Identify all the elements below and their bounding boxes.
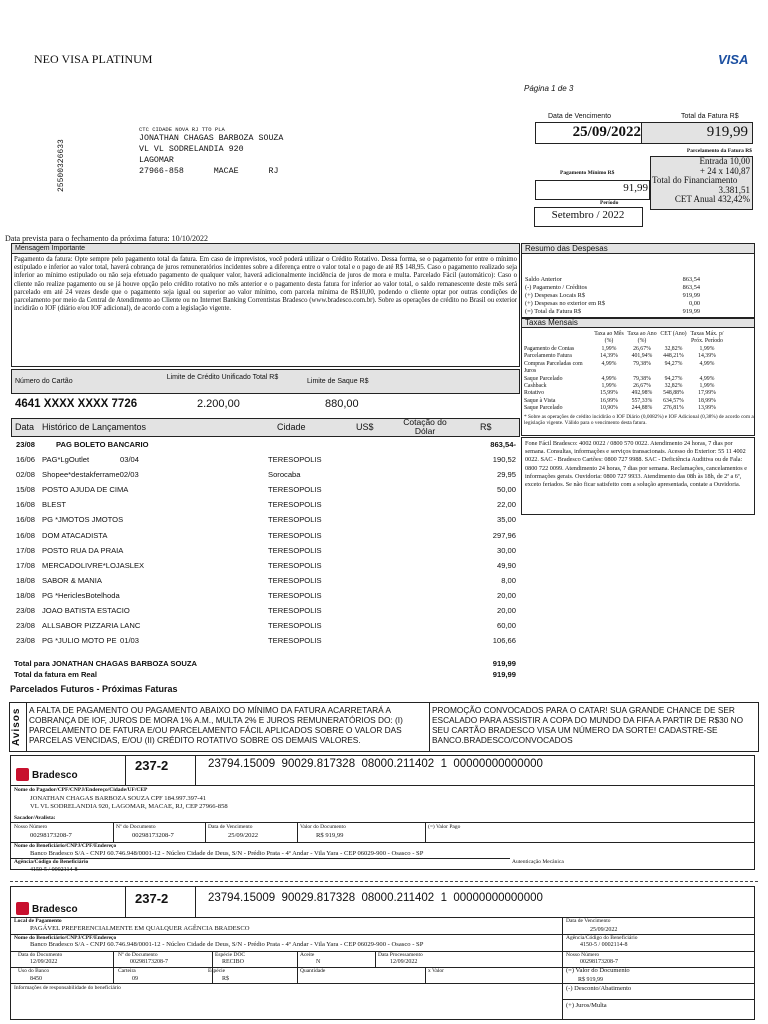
slip2-bank-code: 237-2 [135,891,169,906]
taxas-table: Taxa ao Mês (%) Taxa ao Ano (%) CET (Ano) Taxas Máx. p/ Próx. Período Pagamento de Contas 1,99% 26,67% 32,82% 1,99% Parcelamento Fatura 14,39% 401,94% 448,21% 14,39% Compras Parceladas com Juros 4,99% 79,38% 94,27% 4,99% Saque Parcelado 4,99% 79,38% 94,27% 4,99% Cashback 1,99% 26,67% 32,82% 1,99% Rotativo 15,99% 492,98% 548,88% 17,99% Saque à Vista 16,99% 557,33% 634,57% 18,99% Saque Parcelado 10,90% 244,88% 276,81% 13,99% * Sobre as operações de crédito incidirão o IOF Diário (0,0082%) e IOF Adicional (0,38%) de acordo com a legislação vigente. Válido para o vencimento desta fatura. [524,331,754,426]
transaction-value: 8,00 [501,575,516,585]
taxa-value: 16,99% [600,397,618,404]
slip2-cart: 09 [132,976,138,982]
transaction-date: 17/08 [16,560,36,570]
card-number-label: Número do Cartão [15,378,73,385]
total-value: 919,99 [706,124,748,140]
transaction-row [14,467,516,482]
slip2-uso: 8450 [30,976,42,982]
transaction-date: 23/08 [16,606,36,615]
transaction-row [14,603,516,618]
slip1-nd-label: Nº do Documento [116,824,156,830]
slip1-nn-label: Nosso Número [14,824,48,830]
transaction-value: 35,00 [496,515,516,525]
slip2-valor-label: x Valor [428,968,444,974]
slip2-local: PAGÁVEL PREFERENCIALMENTE EM QUALQUER AGÊNCIA BRADESCO [30,925,250,932]
transaction-value: 190,52 [492,455,516,464]
taxas-title: Taxas Mensais [525,318,578,327]
transaction-city: TERESOPOLIS [268,606,322,615]
slip1-dv-label: Data de Vencimento [208,824,253,830]
side-code: 25500326633 [57,139,66,192]
th-brl: R$ [480,422,492,432]
address-street: VL VL SODRELANDIA 920 [139,145,244,154]
transaction-value: 20,00 [496,606,516,615]
transaction-row [14,543,516,558]
transaction-date: 15/08 [16,485,36,495]
slip2-esp-label: Espécie DOC [215,952,246,958]
slip1-agencia: 4150-5 / 0002114-8 [30,867,78,873]
transaction-date: 16/08 [16,515,36,525]
transaction-city: TERESOPOLIS [268,636,322,646]
parcelamento-box: Entrada 10,00 + 24 x 140,87 Total do Financiamento 3.381,51 CET Anual 432,42% [652,156,750,204]
taxa-label: Saque Parcelado [524,375,563,382]
transaction-city: TERESOPOLIS [268,545,322,555]
transaction-date: 17/08 [16,545,36,555]
total-name-row: Total para JONATHAN CHAGAS BARBOZA SOUZA 919,99 [14,659,516,668]
slip1-bank-code: 237-2 [135,758,169,773]
transaction-city: TERESOPOLIS [268,560,322,570]
card-product-name: NEO VISA PLATINUM [34,52,153,66]
slip1-nn: 00298173208-7 [30,832,72,839]
transaction-city: TERESOPOLIS [268,455,322,464]
transaction-city: TERESOPOLIS [268,485,322,495]
slip1-nd: 00298173208-7 [132,832,174,839]
payer-name: JONATHAN CHAGAS BARBOZA SOUZA [139,134,284,143]
slip1-auth: Autenticação Mecânica [512,859,564,865]
taxa-value: 94,27% [664,360,683,367]
taxa-value: 448,21% [663,353,684,360]
pagamento-minimo-value: 91,99 [623,182,648,194]
taxa-row [524,346,754,353]
taxa-value: 4,99% [699,360,715,367]
slip2-nd: 00298173208-7 [130,959,168,965]
address-block [139,133,283,177]
transaction-value: 60,00 [496,621,516,631]
slip2-nn: 00298173208-7 [580,959,618,965]
slip2-agencia-label: Agência/Código do Beneficiário [566,935,638,941]
slip1-benef-label: Nome do Beneficiário/CNPJ/CPF/Endereço [14,843,117,849]
taxas-note: * Sobre as operações de crédito incidirão o IOF Diário (0,0082%) e IOF Adicional (0,38%) de acordo com a legislação vigente. Válido para o vencimento desta fatura. [524,413,754,426]
taxa-value: 26,67% [633,383,651,390]
taxa-row [524,353,754,360]
taxa-value: 244,88% [631,405,653,412]
transaction-inst: 01/03 [120,636,140,646]
visa-logo: VISA [718,52,749,67]
periodo-value: Setembro / 2022 [551,209,625,221]
slip2-vd-label: (=) Valor do Documento [566,967,630,974]
transaction-value: 22,00 [496,500,516,510]
taxa-value: 13,99% [698,405,716,412]
total-real-row: Total da fatura em Real 919,99 [14,670,516,679]
transaction-city: TERESOPOLIS [268,590,322,600]
transaction-row [14,528,516,543]
taxa-label: Cashback [524,383,547,390]
taxa-value: 1,99% [699,346,715,352]
taxa-value: 14,39% [600,353,618,360]
th-date: Data [15,422,35,432]
address-city-line: 27966-858 MACAE RJ [139,167,279,176]
slip2-benef-label: Nome do Beneficiário/CNPJ/CPF/Endereço [14,935,117,941]
address-district: LAGOMAR [139,156,174,165]
due-date-label: Data de Vencimento [548,113,612,120]
slip1-pagador-name: JONATHAN CHAGAS BARBOZA SOUZA CPF 184.997.397-41 [30,795,207,802]
parcelados-title: Parcelados Futuros - Próximas Faturas [10,684,178,694]
total-label: Total da Fatura R$ [681,113,739,120]
slip1-pagador-addr: VL VL SODRELANDIA 920, LAGOMAR, MACAE, RJ, CEP 27966-858 [30,803,228,810]
transaction-desc: POSTO AJUDA DE CIMA [42,485,129,495]
slip1-vd: R$ 919,99 [316,832,344,839]
slip1-pagador-label: Nome do Pagador/CPF/CNPJ/Endereço/Cidade/UF/CEP [14,787,148,793]
transaction-city: TERESOPOLIS [268,515,322,525]
taxa-row [524,383,754,390]
resumo-rows: Saldo Anterior 863,54 (-) Pagamento / Créditos 863,54 (+) Despesas Locais R$ 919,99 (+) Despesas no exterior em R$ 0,00 (=) Total da Fatura R$ 919,99 [525,276,700,315]
transaction-date: 23/08 [16,636,36,646]
taxa-value: 401,94% [631,353,653,360]
transaction-value: 30,00 [496,545,516,555]
next-closing-date: Data prevista para o fechamento da próxima fatura: 10/10/2022 [5,234,209,243]
transaction-row [14,558,516,573]
transaction-desc: DOM ATACADISTA [42,530,108,540]
transaction-value: 49,90 [496,560,516,570]
slip2-benef: Banco Bradesco S/A - CNPJ 60.746.948/0001-12 - Núcleo Cidade de Deus, S/N - Prédio Prata - 4º Andar - Vila Yara - CEP 06029-900 - Osasco - SP [30,941,424,948]
slip1-benef: Banco Bradesco S/A - CNPJ 60.746.948/0001-12 - Núcleo Cidade de Deus, S/N - Prédio Prata - 4º Andar - Vila Yara - CEP 06029-900 - Osasco - SP [30,850,424,857]
mensagem-text: Pagamento da fatura: Opte sempre pelo pagamento total da fatura. Em caso de imprevistos, você poderá utilizar o Crédito Rotativo. Dessa forma, se o pagamento for entre o mínimo estipulado e inferior ao valor total, haverá cobrança de juros remuneratórios incidentes sobre a diferença entre o valor total e o pago de até R$ 148,95. Caso o pagamento realizado seja inferior ao mínimo estipulado ou não seja efetuado pagamento de qualquer valor, haverá adicionalmente incidência de juros de mora e multa. Parcelado Fácil (automático): Caso o cliente não realize pagamento ou se já houve opção pelo crédito rotativo no mês anterior e o pagamento desta fatura for inferior ao valor total, o saldo remanescente deste mês será parcelado em até 24 vezes desde que o pagamento seja igual ou superior ao valor mínimo, com parcela mínima de R$10,00, podendo o cliente optar por outras condições de parcelamento por meio da Central de Atendimento ao Cliente ou no Internet Banking Correntistas Bradesco (www.bradesco.com.br). Sobre as operações de crédito no Brasil ou exterior incidirão o IOF (diário e/ou IOF adicional), de acordo com a legislação vigente. [14,256,517,313]
slip2-juros-label: (+) Juros/Multa [566,1002,607,1009]
taxa-value: 4,99% [601,360,617,367]
taxa-value: 10,90% [600,405,618,412]
taxa-label: Rotativo [524,390,544,397]
taxa-value: 15,99% [600,390,618,397]
slip2-data-doc: 12/09/2022 [30,959,58,965]
slip2-vd: R$ 919,99 [578,977,604,983]
taxa-value: 18,99% [698,397,716,404]
taxa-row [524,405,754,412]
aviso-left: A FALTA DE PAGAMENTO OU PAGAMENTO ABAIXO DO MÍNIMO DA FATURA ACARRETARÁ A COBRANÇA DE IOF, JUROS DE MORA 1% A.M., MULTA 2% E JUROS REMUNERATÓRIOS DO: (I) PARCELAMENTO DE FATURA E/OU PARCELAMENTO FÁCIL APLICADOS SOBRE O VALOR DAS PARCELAS VENCIDAS, E/OU (II) CRÉDITO ROTATIVO SOBRE OS DEMAIS VALORES. [29,705,403,745]
card-number: 4641 XXXX XXXX 7726 [15,398,138,410]
slip1-avalista: Sacador/Avalista: [14,815,56,821]
taxa-value: 4,99% [699,375,715,382]
transaction-row [14,497,516,512]
bradesco-logo-icon [16,902,29,915]
periodo-label: Período [600,200,619,206]
transaction-value: 20,00 [496,590,516,600]
taxa-value: 32,82% [664,383,683,390]
th-desc: Histórico de Lançamentos [42,422,147,432]
saque-limit-label: Limite de Saque R$ [307,378,369,385]
resumo-title: Resumo das Despesas [525,244,608,253]
slip2-venc: 25/09/2022 [590,927,618,933]
taxa-value: 1,99% [601,383,617,390]
transaction-row [14,618,516,633]
transaction-date: 16/06 [16,455,36,464]
transaction-desc: POSTO RUA DA PRAIA [42,545,124,555]
slip2-bank: Bradesco [32,904,78,915]
slip1-bank: Bradesco [32,770,78,781]
th-usd: US$ [356,422,374,432]
slip1-digitable-line[interactable]: 23794.15009 90029.817328 08000.211402 1 00000000000000 [208,758,543,770]
slip1-vp-label: (=) Valor Pago [428,824,461,830]
credit-limit-value: 2.200,00 [197,398,240,410]
saque-limit-value: 880,00 [325,398,359,410]
slip2-qtd-label: Quantidade [300,968,326,974]
th-city: Cidade [277,422,306,432]
slip2-nn-label: Nosso Número [566,952,600,958]
aviso-right: PROMOÇÃO CONVOCADOS PARA O CATAR! SUA GRANDE CHANCE DE SER ESCALADO PARA ASSISTIR A COPA DO MUNDO DA FIFA A PARTIR DE R$30 NO SEU CARTÃO BRADESCO VISA UM NÚMERO DA SORTE! CADASTRE-SE BANCO.BRADESCO/CONVOCADOS [432,705,744,745]
transaction-value: 106,66 [492,636,516,646]
taxa-label: Saque à Vista [524,397,556,404]
transaction-value: 297,96 [492,530,516,540]
taxa-label: Compras Parceladas com Juros [524,360,583,375]
pagamento-minimo-label: Pagamento Mínimo R$ [560,170,615,176]
transaction-desc: Shopee*destakferrame02/03 [42,470,139,480]
transaction-row [14,452,516,467]
slip2-dproc-label: Data Processamento [378,952,423,958]
credit-limit-label: Limite de Crédito Unificado Total R$ [166,374,279,381]
taxa-value: 1,99% [601,346,617,352]
taxa-value: 634,57% [663,397,684,404]
slip2-data-doc-label: Data do Documento [18,952,63,958]
taxa-value: 17,99% [698,390,716,397]
bradesco-logo-icon [16,768,29,781]
slip2-dproc: 12/09/2022 [390,959,418,965]
cut-line [10,881,758,882]
slip1-vd-label: Valor do Documento [300,824,346,830]
slip2-especie-label: Espécie [208,968,226,974]
taxa-value: 26,67% [633,346,651,352]
taxa-label: Saque Parcelado [524,405,563,412]
taxa-value: 1,99% [699,383,715,390]
transaction-city: TERESOPOLIS [268,575,322,585]
transaction-desc: ALLSABOR PIZZARIA LANC [42,621,141,631]
transaction-desc: SABOR & MANIA [42,575,102,585]
transaction-city: TERESOPOLIS [268,530,322,540]
parcelamento-title: Parcelamento da Fatura R$ [686,148,752,154]
taxa-value: 557,33% [631,397,653,404]
taxa-value: 548,88% [663,390,684,397]
transaction-desc: BLEST [42,500,67,510]
slip2-desc-label: (-) Desconto/Abatimento [566,985,632,992]
taxa-value: 94,27% [664,375,683,382]
avisos-label: Avisos [11,707,22,747]
slip2-nd-label: Nº do Documento [118,952,158,958]
slip1-dv: 25/09/2022 [228,832,259,839]
taxa-value: 32,82% [664,346,683,352]
due-date-value: 25/09/2022 [572,124,641,140]
transaction-date: 23/08 [16,621,36,631]
transaction-row [14,512,516,527]
slip2-digitable-line[interactable]: 23794.15009 90029.817328 08000.211402 1 00000000000000 [208,892,543,904]
slip2-venc-label: Data de Vencimento [566,918,611,924]
taxa-value: 14,39% [698,353,716,360]
page-indicator: Página 1 de 3 [524,84,574,93]
slip2-local-label: Local de Pagamento [14,918,62,924]
slip2-aceite: N [316,959,321,965]
transaction-date: 18/08 [16,575,36,585]
taxa-value: 492,98% [631,390,653,397]
transaction-desc: PG *HericlesBotelhoda [42,590,120,600]
transaction-desc: PG *JMOTOS JMOTOS [42,515,124,525]
slip2-agencia: 4150-5 / 0002114-8 [580,942,628,948]
taxa-value: 79,38% [633,375,651,382]
transaction-value: 29,95 [496,470,516,480]
taxa-value: 79,38% [633,360,651,367]
transaction-city: TERESOPOLIS [268,500,322,510]
slip2-info-label: Informações de responsabilidade do beneficiário [14,985,121,991]
transaction-desc: JOAO BATISTA ESTACIO [42,606,130,615]
transaction-city: TERESOPOLIS [268,621,322,631]
transaction-row [14,573,516,588]
contacts-text: Fone Fácil Bradesco: 4002 0022 / 0800 570 0022. Atendimento 24 horas, 7 dias por semana. Consultas, informações e serviços transacionais. Acesso do Exterior: 55 11 4002 0022. SAC - Bradesco Cartões: 0800 727 9988. SAC - Deficiência Auditiva ou de Fala: 0800 722 0099. Atendimento 24 horas, 7 dias por semana. Reclamações, cancelamentos e informações gerais. Ouvidoria: 0800 727 9933. Atendimento das 08h às 18h, de 2ª a 6ª, exceto feriados. Se não ficar satisfeito com a solução apresentada, contate a Ouvidoria. [525,440,748,489]
transaction-city: Sorocaba [268,470,301,480]
taxa-row [524,390,754,397]
taxa-label: Parcelamento Fatura [524,353,572,360]
address-route: CTC CIDADE NOVA RJ TTO PLA [139,126,225,133]
taxa-row [524,376,754,383]
transaction-desc: PG *JULIO MOTO PE [42,636,117,646]
transaction-row [14,482,516,497]
taxa-row [524,361,754,376]
slip2-uso-label: Uso do Banco [18,968,50,974]
slip2-especie: R$ [222,976,230,982]
transaction-inst: 03/04 [120,455,140,464]
transaction-date: 16/08 [16,500,36,510]
taxa-value: 4,99% [601,375,617,382]
slip2-esp: RECIBO [222,959,245,965]
slip2-aceite-label: Aceite [300,952,315,958]
transaction-row [14,588,516,603]
transaction-date: 16/08 [16,530,36,540]
th-rate: Cotação do Dólar [403,417,447,436]
taxa-value: 276,81% [663,405,684,412]
mensagem-title: Mensagem Importante [15,245,86,252]
taxa-label: Pagamento de Contas [524,346,575,352]
transaction-date: 18/08 [16,590,36,600]
transaction-desc: PAG*LgOutlet [42,455,90,464]
transaction-value: 50,00 [496,485,516,495]
transaction-row [14,633,516,648]
transaction-date: 02/08 [16,470,36,480]
slip1-agencia-label: Agência/Código do Beneficiário [14,859,89,865]
taxa-row [524,398,754,405]
slip2-cart-label: Carteira [118,968,136,974]
boleto-row: 23/08 PAG BOLETO BANCARIO 863,54- [16,440,516,449]
transaction-desc: MERCADOLIVRE*LOJASLEX [42,560,145,570]
